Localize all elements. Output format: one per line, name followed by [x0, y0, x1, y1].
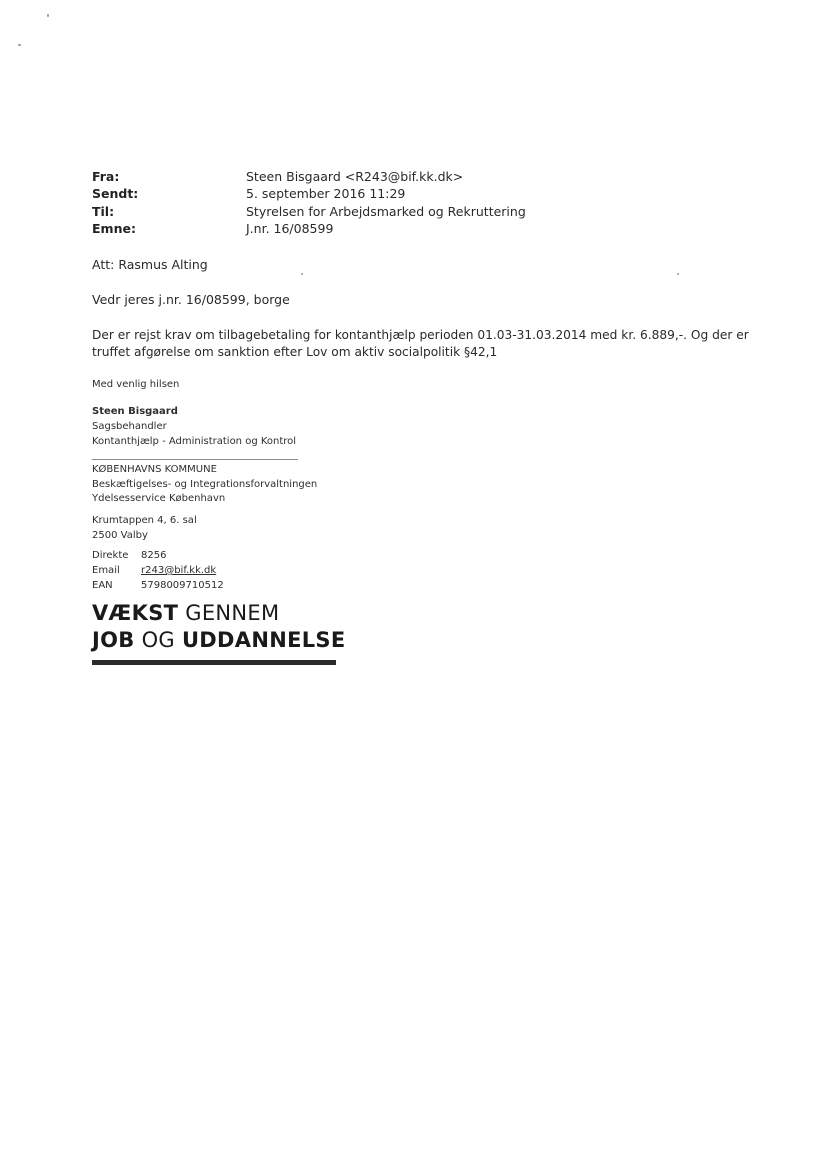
- signature-name: Steen Bisgaard: [92, 406, 178, 417]
- regarding-line: Vedr jeres j.nr. 16/08599, borgе: [92, 292, 290, 307]
- direct-label: Direkte: [92, 550, 129, 561]
- email-link[interactable]: r243@bif.kk.dk: [141, 565, 217, 576]
- signature-role: Sagsbehandler: [92, 421, 167, 432]
- slogan-word-uddannelse: UDDANNELSE: [181, 628, 346, 652]
- slogan-underline-bar: [92, 660, 336, 665]
- from-value: Steen Bisgaard <R243@bif.kk.dk>: [246, 169, 464, 184]
- slogan-word-gennem: GENNEM: [185, 601, 280, 625]
- email-label: Email: [92, 565, 120, 576]
- ean-value: 5798009710512: [141, 580, 224, 591]
- organization-administration: Beskæftigelses- og Integrationsforvaltningen: [92, 479, 318, 490]
- scan-speck: [301, 273, 303, 275]
- scan-speck: [18, 44, 21, 46]
- sent-value: 5. september 2016 11:29: [246, 186, 406, 201]
- slogan-line-1: [92, 600, 279, 626]
- sent-label: Sendt:: [92, 186, 139, 201]
- ean-label: EAN: [92, 580, 113, 591]
- signature-department: Kontanthjælp - Administration og Kontrol: [92, 436, 297, 447]
- address-city: 2500 Valby: [92, 530, 148, 541]
- organization-name: KØBENHAVNS KOMMUNE: [92, 464, 217, 475]
- paragraph-line-1: Der er rejst krav om tilbagebetaling for kontanthjælp perioden 01.03-31.03.2014 med kr. 6.889,-. Og der er: [92, 328, 749, 342]
- slogan-word-job: JOB: [92, 628, 135, 652]
- subject-label: Emne:: [92, 221, 136, 236]
- slogan-word-vaekst: VÆKST: [92, 601, 179, 625]
- address-street: Krumtappen 4, 6. sal: [92, 515, 197, 526]
- to-value: Styrelsen for Arbejdsmarked og Rekruttering: [246, 204, 526, 219]
- to-label: Til:: [92, 204, 115, 219]
- organization-unit: Ydelsesservice København: [92, 493, 226, 504]
- attention-line: Att: Rasmus Alting: [92, 257, 208, 272]
- paragraph-line-2: truffet afgørelse om sanktion efter Lov om aktiv socialpolitik §42,1: [92, 345, 498, 359]
- scan-speck: [47, 14, 49, 17]
- direct-value: 8256: [141, 550, 167, 561]
- subject-value: J.nr. 16/08599: [246, 221, 334, 236]
- from-label: Fra:: [92, 169, 120, 184]
- scan-speck: [677, 273, 679, 275]
- signature-greeting: Med venlig hilsen: [92, 379, 180, 390]
- slogan-word-og: OG: [141, 628, 175, 652]
- signature-divider: [92, 459, 298, 460]
- slogan-line-2: [92, 627, 345, 653]
